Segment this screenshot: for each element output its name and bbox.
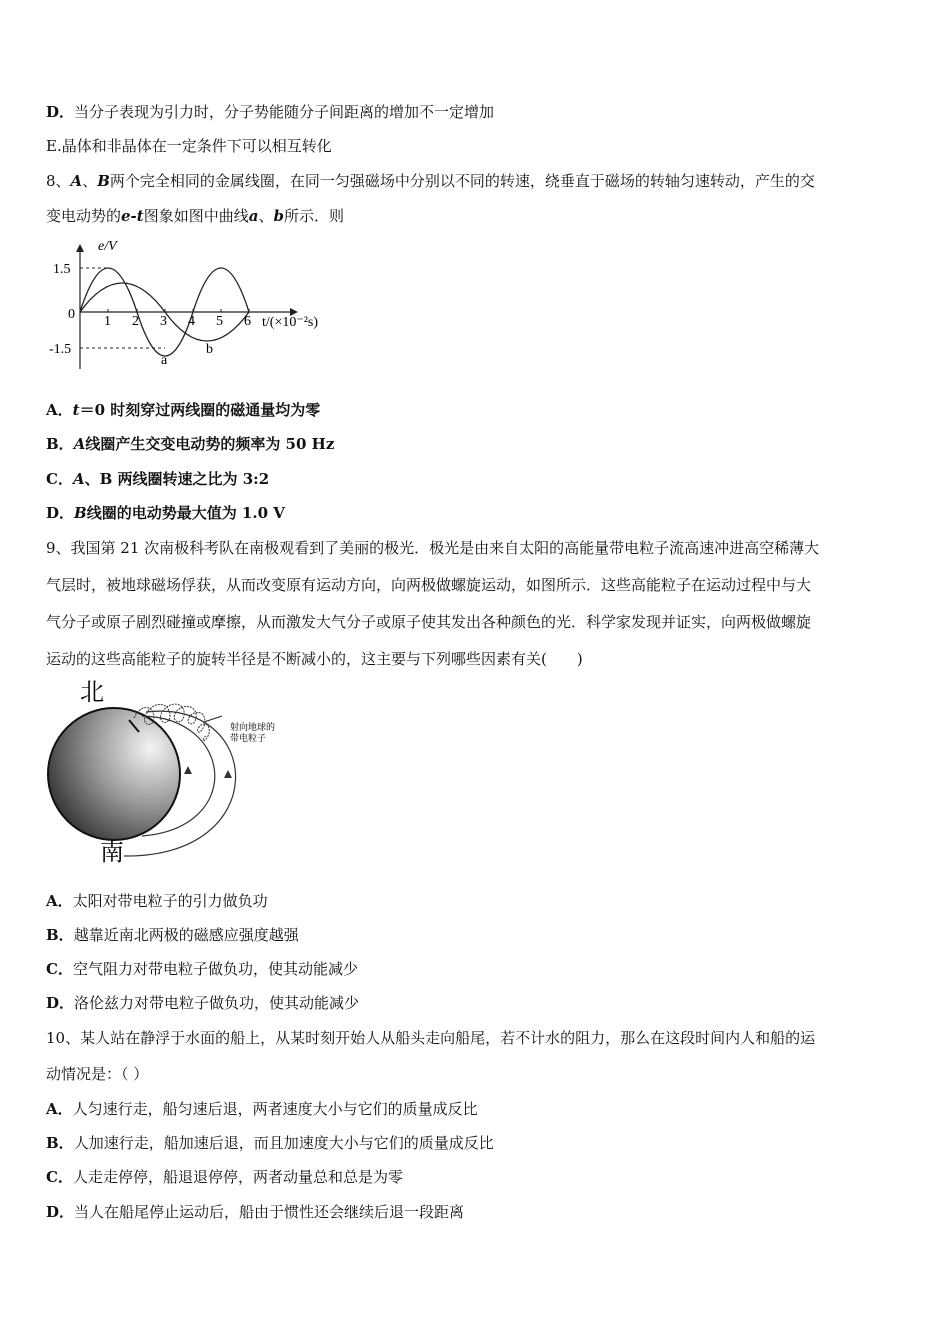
option-d-prev	[46, 102, 494, 122]
separator: 、	[258, 207, 274, 225]
option-label: D．	[46, 994, 75, 1012]
q9-aurora-figure	[44, 678, 314, 868]
option-text: 人走走停停，船退退停停，两者动量总和总是为零	[72, 1168, 403, 1186]
q10-option-b	[46, 1133, 494, 1153]
y-tick-neg: -1.5	[49, 342, 72, 357]
option-var: A	[73, 435, 86, 453]
stem-text: 图象如图中曲线	[143, 207, 249, 225]
option-label: A．	[46, 401, 73, 419]
option-text: 空气阻力对带电粒子做负功，使其动能减少	[72, 960, 358, 978]
option-text: ＝0 时刻穿过两线圈的磁通量均为零	[79, 401, 321, 419]
option-text: 线圈产生交变电动势的频率为 50 Hz	[85, 435, 335, 453]
q9-stem-line1: 9、我国第 21 次南极科考队在南极观看到了美丽的极光．极光是由来自太阳的高能量带电粒子流高速冲进高空稀薄大	[46, 539, 820, 557]
q9-stem-line4: 运动的这些高能粒子的旋转半径是不断减小的，这主要与下列哪些因素有关( )	[46, 650, 583, 668]
option-label: B．	[46, 435, 74, 453]
q8-option-a	[46, 400, 320, 420]
stem-text: 所示．则	[283, 207, 344, 225]
option-var: A	[72, 470, 85, 488]
var-et: e-t	[121, 207, 144, 225]
q10-option-d	[46, 1202, 464, 1222]
option-label: D．	[46, 504, 75, 522]
option-text: 洛伦兹力对带电粒子做负功，使其动能减少	[74, 994, 360, 1012]
option-text: 、B 两线圈转速之比为 3:2	[84, 470, 270, 488]
q9-stem-line2: 气层时，被地球磁场俘获，从而改变原有运动方向，向两极做螺旋运动，如图所示．这些高能粒子在运动过程中与大	[46, 576, 812, 594]
x-tick-label: 4	[188, 314, 195, 329]
origin-label: 0	[68, 307, 75, 322]
option-text: 当人在船尾停止运动后，船由于惯性还会继续后退一段距离	[74, 1203, 465, 1221]
y-axis-arrow-icon	[76, 244, 84, 252]
option-label: A．	[46, 1100, 73, 1118]
option-var: B	[74, 504, 87, 522]
option-e-prev	[46, 136, 332, 156]
q9-option-b	[46, 925, 299, 945]
stem-text: 两个完全相同的金属线圈，在同一匀强磁场中分别以不同的转速，绕垂直于磁场的转轴匀速转动，产生的交	[109, 172, 815, 190]
option-label: D．	[46, 1203, 75, 1221]
y-axis-label: e/V	[98, 239, 117, 254]
curve-a-cont	[193, 268, 249, 312]
q10-stem-line2: 动情况是：（ ）	[46, 1065, 149, 1083]
x-tick-label: 5	[216, 314, 223, 329]
north-label: 北	[80, 680, 104, 706]
curve-a-label: a	[161, 353, 168, 368]
option-text: 人匀速行走，船匀速后退，两者速度大小与它们的质量成反比	[72, 1100, 478, 1118]
option-text: 当分子表现为引力时，分子势能随分子间距离的增加不一定增加	[74, 103, 495, 121]
q8-stem-line1	[46, 171, 815, 191]
q8-option-c	[46, 469, 269, 489]
option-label: C．	[46, 1168, 73, 1186]
separator: 、	[82, 172, 98, 190]
option-text: 线圈的电动势最大值为 1.0 V	[86, 504, 285, 522]
curve-b-label: b	[206, 342, 213, 357]
q10-option-a	[46, 1099, 478, 1119]
q9-option-d	[46, 993, 359, 1013]
stem-text: 变电动势的	[46, 207, 122, 225]
q8-et-graph	[40, 234, 350, 374]
y-tick-pos: 1.5	[53, 262, 71, 277]
caption-line2: 带电粒子	[230, 733, 267, 743]
incoming-arrow	[204, 716, 222, 722]
var-A: A	[70, 172, 83, 190]
option-label: C．	[46, 960, 73, 978]
option-var: t	[72, 401, 80, 419]
q8-option-b	[46, 434, 334, 454]
q10-option-c	[46, 1167, 403, 1187]
x-tick-label: 1	[104, 314, 111, 329]
q9-option-a	[46, 891, 268, 911]
x-tick-label: 2	[132, 314, 139, 329]
question-number: 8、	[46, 172, 71, 190]
caption-line1: 射向地球的	[230, 722, 276, 732]
q10-stem-line1: 10、某人站在静浮于水面的船上，从某时刻开始人从船头走向船尾，若不计水的阻力，那么在这段时间内人和船的运	[46, 1029, 816, 1047]
q8-option-d	[46, 503, 285, 523]
option-text: 越靠近南北两极的磁感应强度越强	[73, 926, 299, 944]
option-text: 太阳对带电粒子的引力做负功	[72, 892, 268, 910]
var-a: a	[248, 207, 259, 225]
option-label: B．	[46, 926, 74, 944]
q9-option-c	[46, 959, 358, 979]
field-arrow-icon	[224, 770, 232, 778]
option-label: D．	[46, 103, 75, 121]
earth-globe	[48, 708, 180, 840]
south-label: 南	[100, 840, 124, 866]
q9-stem-line3: 气分子或原子剧烈碰撞或摩擦，从而激发大气分子或原子使其发出各种颜色的光．科学家发现并证实，向两极做螺旋	[46, 613, 812, 631]
field-arrow-icon	[184, 766, 192, 774]
x-tick-label: 3	[160, 314, 167, 329]
var-b: b	[273, 207, 284, 225]
option-label: A．	[46, 892, 73, 910]
q8-stem-line2	[46, 206, 344, 226]
var-B: B	[97, 172, 110, 190]
option-text: E.晶体和非晶体在一定条件下可以相互转化	[46, 137, 332, 155]
option-text: 人加速行走，船加速后退，而且加速度大小与它们的质量成反比	[73, 1134, 494, 1152]
x-tick-label: 6	[244, 314, 251, 329]
option-label: B．	[46, 1134, 74, 1152]
option-label: C．	[46, 470, 73, 488]
x-axis-label: t/(×10⁻²s)	[262, 315, 319, 330]
